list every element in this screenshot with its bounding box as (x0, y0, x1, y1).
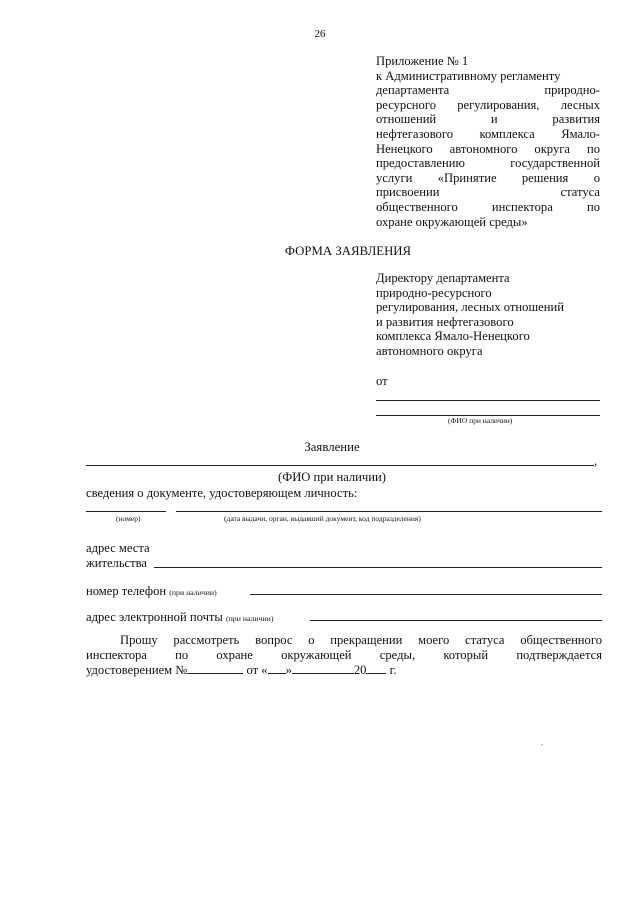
certificate-number-blank[interactable] (187, 663, 243, 674)
id-document-label: сведения о документе, удостоверяющем личность: (86, 486, 358, 500)
appendix-line: общественного инспектора по (376, 199, 600, 214)
request-line-2: инспектора по охране окружающей среды, который подтверждается (86, 648, 602, 662)
addressee-line: автономного округа (376, 343, 483, 358)
appendix-line: ресурсного регулирования, лесных (376, 97, 600, 112)
phone-label: номер телефон (86, 584, 167, 598)
form-title: ФОРМА ЗАЯВЛЕНИЯ (284, 244, 412, 258)
from-fio-line-1[interactable] (376, 400, 600, 401)
address-label-line-1: адрес места (86, 541, 150, 555)
phone-row (86, 584, 217, 599)
phone-note: (при наличии) (169, 588, 217, 597)
appendix-line: к Административному регламенту (376, 68, 561, 83)
date-quote-close: » (285, 663, 292, 677)
request-line-3 (86, 663, 602, 678)
document-issue-caption: (дата выдачи, орган, выдавший документ, код подразделения) (224, 514, 421, 523)
year-blank[interactable] (366, 663, 386, 674)
year-suffix: г. (389, 663, 397, 677)
certificate-label: удостоверением № (86, 663, 188, 677)
day-blank[interactable] (268, 663, 286, 674)
document-issue-line[interactable] (176, 511, 602, 512)
appendix-line: нефтегазового комплекса Ямало- (376, 126, 600, 141)
appendix-line: отношений и развития (376, 112, 600, 127)
appendix-line: предоставлению государственной (376, 156, 600, 171)
addressee-block (376, 271, 602, 359)
request-paragraph (86, 633, 602, 678)
appendix-header (376, 54, 600, 229)
addressee-line: Директору департамента (376, 271, 510, 285)
request-line-1: Прошу рассмотреть вопрос о прекращении моего статуса общественного (120, 633, 602, 647)
applicant-fio-line[interactable] (86, 465, 594, 466)
document-number-caption: (номер) (116, 514, 141, 523)
document-number-line[interactable] (86, 511, 166, 512)
appendix-line: присвоении статуса (376, 185, 600, 200)
addressee-line: природно-ресурсного (376, 285, 492, 300)
appendix-line: охране окружающей среды» (376, 214, 528, 229)
addressee-line: комплекса Ямало-Ненецкого (376, 329, 530, 344)
month-blank[interactable] (292, 663, 354, 674)
fio-caption-small: (ФИО при наличии) (448, 416, 513, 425)
email-note: (при наличии) (226, 614, 274, 623)
appendix-line: услуги «Принятие решения о (376, 170, 600, 185)
year-prefix: 20 (353, 663, 367, 677)
statement-title: Заявление (304, 440, 360, 454)
appendix-line: департамента природно- (376, 83, 600, 98)
email-label: адрес электронной почты (86, 610, 223, 624)
addressee-line: и развития нефтегазового (376, 314, 514, 329)
phone-line[interactable] (250, 594, 602, 595)
scan-speck (541, 744, 543, 746)
fio-comma: , (594, 454, 598, 468)
page-number: 26 (314, 28, 326, 40)
fio-caption: (ФИО при наличии) (278, 470, 386, 484)
address-label-line-2: жительства (86, 556, 148, 570)
addressee-line: регулирования, лесных отношений (376, 300, 564, 315)
email-line[interactable] (310, 620, 602, 621)
from-label: от (376, 374, 388, 388)
address-line[interactable] (154, 567, 602, 568)
email-row (86, 610, 273, 625)
appendix-line: Приложение № 1 (376, 54, 469, 68)
appendix-line: Ненецкого автономного округа по (376, 141, 600, 156)
date-from-label: от « (246, 663, 268, 677)
